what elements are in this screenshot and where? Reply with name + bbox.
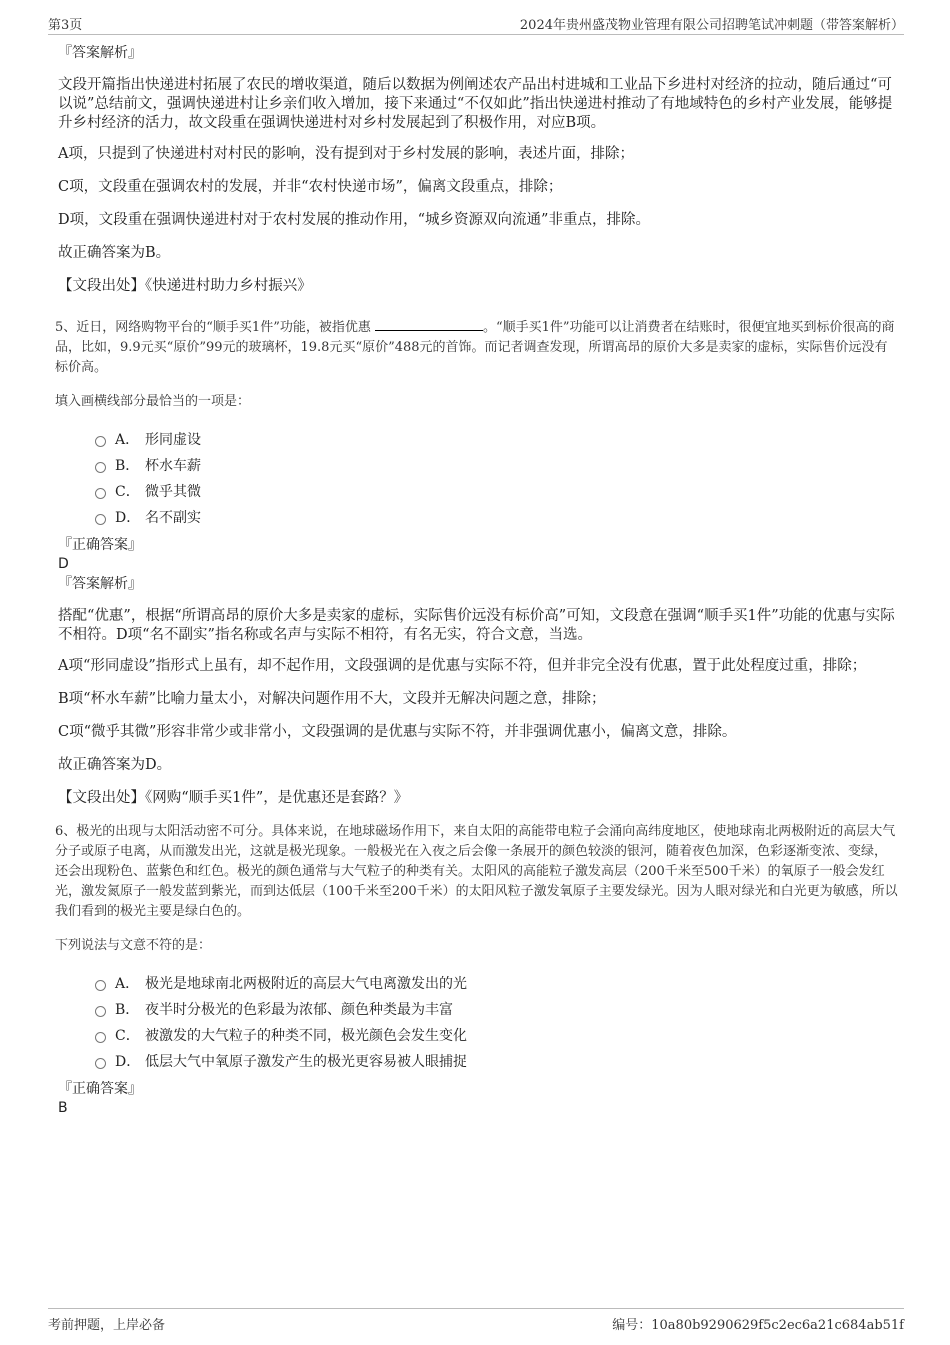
q4-explanation-paragraph: 文段开篇指出快递进村拓展了农民的增收渠道，随后以数据为例阐述农产品出村进城和工业品下乡进村对经济的拉动，随后通过“可以说”总结前文，强调快递进村让乡亲们收入增加，接下来通过“不仅如此”指出快递进村推动了有地域特色的乡村产业发展，能够提升乡村经济的活力，故文段重在强调快递进村对乡村发展起到了积极作用，对应B项。	[58, 77, 893, 131]
page-header	[48, 12, 904, 35]
document-code: 编号：10a80b9290629f5c2ec6a21c684ab51f	[612, 1318, 904, 1333]
q6-answer: B	[58, 1100, 68, 1116]
q6-option-d[interactable]: D． 低层大气中氧原子激发产生的极光更容易被人眼捕捉	[95, 1048, 898, 1074]
q5-answer-heading: 『正确答案』	[58, 537, 142, 553]
q5-answer-conclusion: 故正确答案为D。	[58, 757, 172, 773]
radio-icon[interactable]	[95, 462, 106, 473]
q5-options	[95, 426, 898, 530]
q4-source: 【文段出处】《快递进村助力乡村振兴》	[58, 278, 312, 294]
q4-answer-conclusion: 故正确答案为B。	[58, 245, 171, 261]
page-content	[55, 44, 898, 1119]
q5-explanation-paragraph: B项“杯水车薪”比喻力量太小，对解决问题作用不大，文段并无解决问题之意，排除；	[58, 691, 606, 707]
q5-stem-part-b: 。“顺手买1件”功能可以让消费者在结账时，很便宜地买到标价很高的商品，比如，9.9元买“原价”99元的玻璃杯，19.8元买“原价”488元的首饰。而记者调查发现，所谓高昂的原价大多是卖家的虚标，实际售价远没有标价高。	[55, 320, 895, 375]
footer-slogan: 考前押题，上岸必备	[48, 1318, 166, 1333]
q6-option-b[interactable]: B． 夜半时分极光的色彩最为浓郁、颜色种类最为丰富	[95, 996, 898, 1022]
q4-explanation-paragraph: D项，文段重在强调快递进村对于农村发展的推动作用，“城乡资源双向流通”非重点，排除。	[58, 212, 650, 228]
q4-explanation-paragraph: A项，只提到了快递进村对村民的影响，没有提到对于乡村发展的影响，表述片面，排除；	[58, 146, 634, 162]
q5-stem	[55, 318, 898, 378]
document-title: 2024年贵州盛茂物业管理有限公司招聘笔试冲刺题（带答案解析）	[519, 18, 904, 33]
q6-stem: 6、极光的出现与太阳活动密不可分。具体来说，在地球磁场作用下，来自太阳的高能带电粒子会涌向高纬度地区，使地球南北两极附近的高层大气分子或原子电离，从而激发出光，这就是极光现象。一般极光在入夜之后会像一条展开的颜色较淡的银河，随着夜色加深，色彩逐渐变浓、变绿，还会出现粉色、蓝紫色和红色。极光的颜色通常与大气粒子的种类有关。太阳风的高能粒子激发高层（200千米至500千米）的氧原子一般会发红光，激发氮原子一般发蓝到紫光，而到达低层（100千米至200千米）的太阳风粒子激发氧原子主要发绿光。因为人眼对绿光和白光更为敏感，所以我们看到的极光主要是绿白色的。	[55, 824, 898, 919]
q5-source: 【文段出处】《网购“顺手买1件”，是优惠还是套路？》	[58, 790, 409, 806]
q5-explanation-paragraph: A项“形同虚设”指形式上虽有，却不起作用，文段强调的是优惠与实际不符，但并非完全没有优惠，置于此处程度过重，排除；	[58, 658, 867, 674]
radio-icon[interactable]	[95, 514, 106, 525]
q6-answer-heading: 『正确答案』	[58, 1081, 142, 1097]
q5-option-b[interactable]: B． 杯水车薪	[95, 452, 898, 478]
q6-options	[95, 970, 898, 1074]
radio-icon[interactable]	[95, 488, 106, 499]
radio-icon[interactable]	[95, 1032, 106, 1043]
q6-prompt: 下列说法与文意不符的是：	[55, 938, 212, 953]
page-footer	[48, 1308, 904, 1331]
q6-option-a[interactable]: A． 极光是地球南北两极附近的高层大气电离激发出的光	[95, 970, 898, 996]
q5-blank	[375, 318, 483, 331]
q5-option-c[interactable]: C． 微乎其微	[95, 478, 898, 504]
q6-option-c[interactable]: C． 被激发的大气粒子的种类不同，极光颜色会发生变化	[95, 1022, 898, 1048]
q5-answer: D	[58, 556, 69, 572]
q5-explanation-heading: 『答案解析』	[58, 576, 142, 592]
radio-icon[interactable]	[95, 1006, 106, 1017]
q5-explanation-paragraph: 搭配“优惠”，根据“所谓高昂的原价大多是卖家的虚标，实际售价远没有标价高”可知，文段意在强调“顺手买1件”功能的优惠与实际不相符。D项“名不副实”指名称或名声与实际不相符，有名无实，符合文意，当选。	[58, 608, 895, 643]
q4-explanation-heading: 『答案解析』	[58, 45, 142, 61]
page-number: 第3页	[48, 18, 83, 33]
radio-icon[interactable]	[95, 436, 106, 447]
q5-explanation-paragraph: C项“微乎其微”形容非常少或非常小，文段强调的是优惠与实际不符，并非强调优惠小，偏离文意，排除。	[58, 724, 737, 740]
q5-option-d[interactable]: D． 名不副实	[95, 504, 898, 530]
radio-icon[interactable]	[95, 1058, 106, 1069]
q5-prompt: 填入画横线部分最恰当的一项是：	[55, 394, 251, 409]
q4-explanation-paragraph: C项，文段重在强调农村的发展，并非“农村快递市场”，偏离文段重点，排除；	[58, 179, 563, 195]
q5-stem-part-a: 5、近日，网络购物平台的“顺手买1件”功能，被指优惠	[55, 320, 371, 335]
radio-icon[interactable]	[95, 980, 106, 991]
q5-option-a[interactable]: A． 形同虚设	[95, 426, 898, 452]
